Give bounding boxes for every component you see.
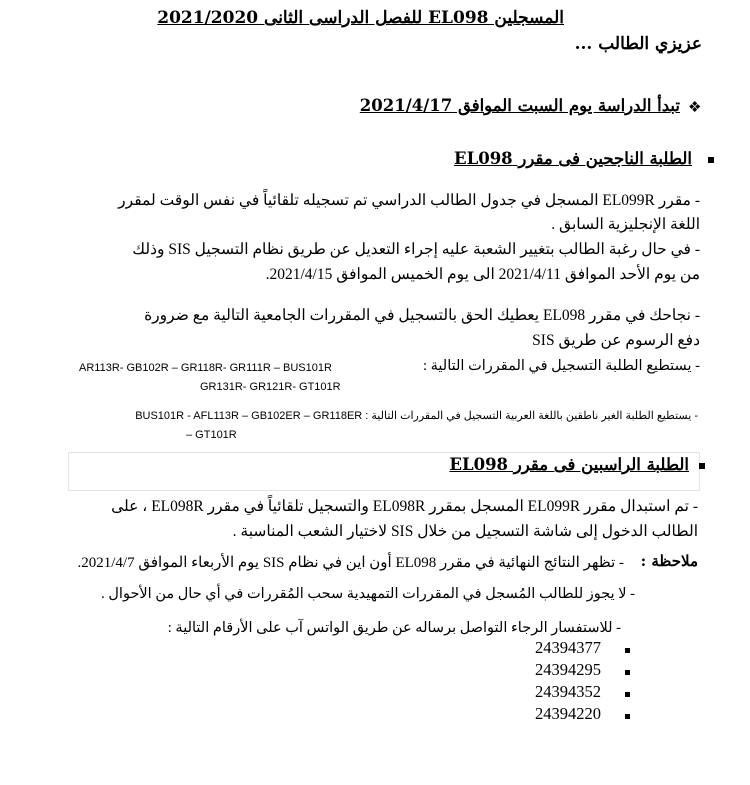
- failed-point-1-line-2: الطالب الدخول إلى شاشة التسجيل من خلال SIS لاختيار الشعب المناسبة .: [232, 523, 698, 540]
- square-bullet-icon: [625, 648, 630, 653]
- note-2: - لا يجوز للطالب المُسجل في المقررات التمهيدية سحب المُقررات في أي حال من الأحوال .: [101, 586, 635, 602]
- passed-point-4-label: - يستطيع الطلبة التسجيل في المقررات التالية :: [422, 358, 700, 374]
- page-title: المسجلين EL098 للفصل الدراسى الثانى 2021/2020: [157, 8, 564, 28]
- note-label: ملاحظة :: [640, 552, 698, 570]
- phone-number: 24394377: [535, 638, 601, 657]
- failed-heading: الطلبة الراسبين فى مقرر EL098: [449, 455, 689, 474]
- passed-point-1-line-1: - مقرر EL099R المسجل في جدول الطالب الدراسي تم تسجيله تلقائياً في نفس الوقت لمقرر: [118, 192, 700, 209]
- passed-point-2-line-1: - في حال رغبة الطالب بتغيير الشعبة عليه إجراء التعديل عن طريق نظام التسجيل SIS وذلك: [132, 241, 700, 258]
- square-bullet-icon: [708, 157, 714, 163]
- square-bullet-icon: [625, 692, 630, 697]
- passed-point-3-line-1: - نجاحك في مقرر EL098 يعطيك الحق بالتسجيل في المقررات الجامعية التالية مع ضرورة: [144, 307, 700, 324]
- passed-point-1-line-2: اللغة الإنجليزية السابق .: [551, 216, 700, 233]
- diamond-bullet-icon: ❖: [688, 98, 702, 116]
- passed-point-2-line-2: من يوم الأحد الموافق 2021/4/11 الى يوم الخميس الموافق 2021/4/15.: [265, 266, 700, 283]
- non-arabic-courses-line-1: - يستطيع الطلبة الغير ناطقين باللغة العربية التسجيل في المقررات التالية : BUS101R - AFL113R – GB102ER – GR118ER: [135, 410, 698, 422]
- square-bullet-icon: [699, 463, 705, 469]
- passed-heading: الطلبة الناجحين فى مقرر EL098: [454, 149, 692, 168]
- failed-point-1-line-1: - تم استبدال مقرر EL099R المسجل بمقرر EL098R والتسجيل تلقائياً في مقرر EL098R ، على: [111, 498, 698, 515]
- passed-point-3-line-2: دفع الرسوم عن طريق SIS: [532, 332, 700, 349]
- course-list-line-1: AR113R- GB102R – GR118R- GR111R – BUS101R: [79, 362, 332, 374]
- study-start-notice: تبدأ الدراسة يوم السبت الموافق 2021/4/17: [359, 96, 680, 115]
- phone-number: 24394220: [535, 704, 601, 723]
- square-bullet-icon: [625, 714, 630, 719]
- phone-number: 24394295: [535, 660, 601, 679]
- square-bullet-icon: [625, 670, 630, 675]
- non-arabic-courses-line-2: – GT101R: [186, 429, 237, 441]
- course-list-line-2: GR131R- GR121R- GT101R: [200, 381, 341, 393]
- note-1: - تظهر النتائج النهائية في مقرر EL098 أون اين في نظام SIS يوم الأربعاء الموافق 2021/4/7.: [77, 555, 624, 571]
- note-3: - للاستفسار الرجاء التواصل برساله عن طريق الواتس آب على الأرقام التالية :: [167, 620, 621, 636]
- phone-number: 24394352: [535, 682, 601, 701]
- greeting: عزيزي الطالب ...: [574, 34, 702, 54]
